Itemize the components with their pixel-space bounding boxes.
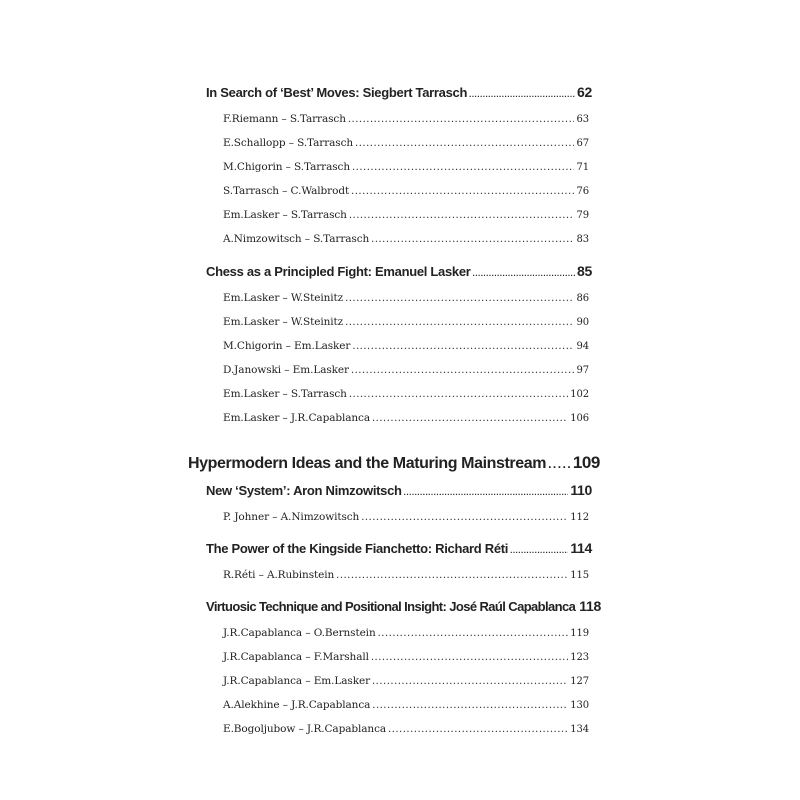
dot-leader (349, 210, 575, 221)
page-number: 130 (570, 700, 589, 711)
game-title: Em.Lasker – J.R.Capablanca (223, 412, 370, 424)
toc-game-entry[interactable] (223, 723, 589, 735)
toc-game-entry[interactable] (223, 316, 589, 328)
page-number: 71 (576, 162, 589, 173)
section-title: Virtuosic Technique and Positional Insight: José Raúl Capablanca (206, 599, 576, 614)
dot-leader (336, 570, 568, 581)
dot-leader (345, 293, 574, 304)
page-number: 109 (572, 453, 600, 472)
dot-leader (351, 186, 574, 197)
page-number: 90 (576, 317, 589, 328)
section-title: In Search of ‘Best’ Moves: Siegbert Tarrasch (206, 85, 468, 100)
game-title: J.R.Capablanca – O.Bernstein (223, 627, 376, 639)
page-number: 63 (576, 114, 589, 125)
section-title: The Power of the Kingside Fianchetto: Richard Réti (206, 541, 509, 556)
dot-leader (404, 488, 569, 497)
game-title: E.Bogoljubow – J.R.Capablanca (223, 723, 387, 735)
toc-game-entry[interactable] (223, 161, 589, 173)
game-title: D.Janowski – Em.Lasker (223, 364, 349, 376)
toc-game-entry[interactable] (223, 113, 589, 125)
page-number: 127 (570, 676, 589, 687)
game-title: S.Tarrasch – C.Walbrodt (223, 185, 350, 197)
toc-section-entry[interactable] (206, 540, 592, 556)
toc-section-entry[interactable] (206, 482, 592, 498)
page-number: 79 (576, 210, 589, 221)
page-number: 94 (576, 341, 589, 352)
game-title: J.R.Capablanca – F.Marshall (223, 651, 369, 663)
dot-leader (351, 365, 575, 376)
page-number: 112 (570, 512, 589, 523)
dot-leader (548, 457, 571, 471)
page-number: 134 (570, 724, 589, 735)
game-title: M.Chigorin – Em.Lasker (223, 340, 351, 352)
page-number: 67 (576, 138, 589, 149)
toc-game-entry[interactable] (223, 511, 589, 523)
toc-game-entry[interactable] (223, 569, 589, 581)
page-number: 83 (576, 234, 589, 245)
game-title: Em.Lasker – S.Tarrasch (223, 209, 347, 221)
game-title: A.Alekhine – J.R.Capablanca (223, 699, 371, 711)
page-number: 76 (576, 186, 589, 197)
page-number: 119 (570, 628, 589, 639)
dot-leader (473, 269, 575, 278)
toc-game-entry[interactable] (223, 651, 589, 663)
toc-section-entry[interactable] (206, 84, 592, 100)
toc-section-entry[interactable] (206, 598, 601, 614)
dot-leader (372, 676, 568, 687)
dot-leader (355, 138, 574, 149)
game-title: M.Chigorin – S.Tarrasch (223, 161, 350, 173)
toc-game-entry[interactable] (223, 699, 589, 711)
page-number: 62 (577, 84, 592, 100)
game-title: E.Schallopp – S.Tarrasch (223, 137, 354, 149)
toc-game-entry[interactable] (223, 412, 589, 424)
dot-leader (378, 628, 569, 639)
dot-leader (510, 546, 568, 555)
section-title: New ‘System’: Aron Nimzowitsch (206, 483, 402, 498)
dot-leader (372, 700, 568, 711)
page-number: 114 (570, 540, 592, 556)
dot-leader (371, 652, 568, 663)
page-number: 118 (579, 598, 601, 614)
page-number: 106 (570, 413, 589, 424)
dot-leader (348, 114, 575, 125)
dot-leader (349, 389, 568, 400)
game-title: Em.Lasker – S.Tarrasch (223, 388, 347, 400)
toc-game-entry[interactable] (223, 340, 589, 352)
game-title: A.Nimzowitsch – S.Tarrasch (223, 233, 370, 245)
section-title: Chess as a Principled Fight: Emanuel Lasker (206, 264, 471, 279)
chapter-title: Hypermodern Ideas and the Maturing Mainstream (188, 455, 547, 472)
toc-game-entry[interactable] (223, 675, 589, 687)
page-number: 123 (570, 652, 589, 663)
dot-leader (388, 724, 568, 735)
game-title: Em.Lasker – W.Steinitz (223, 292, 344, 304)
dot-leader (372, 413, 568, 424)
page-number: 86 (576, 293, 589, 304)
page-number: 97 (576, 365, 589, 376)
page-number: 115 (570, 570, 589, 581)
toc-chapter-entry[interactable] (188, 453, 600, 473)
toc-section-entry[interactable] (206, 263, 592, 279)
toc-game-entry[interactable] (223, 292, 589, 304)
game-title: Em.Lasker – W.Steinitz (223, 316, 344, 328)
dot-leader (469, 90, 575, 99)
toc-game-entry[interactable] (223, 137, 589, 149)
dot-leader (352, 341, 574, 352)
dot-leader (352, 162, 574, 173)
toc-game-entry[interactable] (223, 233, 589, 245)
dot-leader (371, 234, 574, 245)
toc-game-entry[interactable] (223, 388, 589, 400)
page-number: 85 (577, 263, 592, 279)
page-number: 110 (570, 482, 592, 498)
game-title: J.R.Capablanca – Em.Lasker (223, 675, 370, 687)
dot-leader (361, 512, 568, 523)
game-title: F.Riemann – S.Tarrasch (223, 113, 346, 125)
page-number: 102 (570, 389, 589, 400)
toc-game-entry[interactable] (223, 209, 589, 221)
toc-game-entry[interactable] (223, 627, 589, 639)
toc-game-entry[interactable] (223, 364, 589, 376)
game-title: P. Johner – A.Nimzowitsch (223, 511, 360, 523)
game-title: R.Réti – A.Rubinstein (223, 569, 335, 581)
dot-leader (345, 317, 574, 328)
toc-game-entry[interactable] (223, 185, 589, 197)
